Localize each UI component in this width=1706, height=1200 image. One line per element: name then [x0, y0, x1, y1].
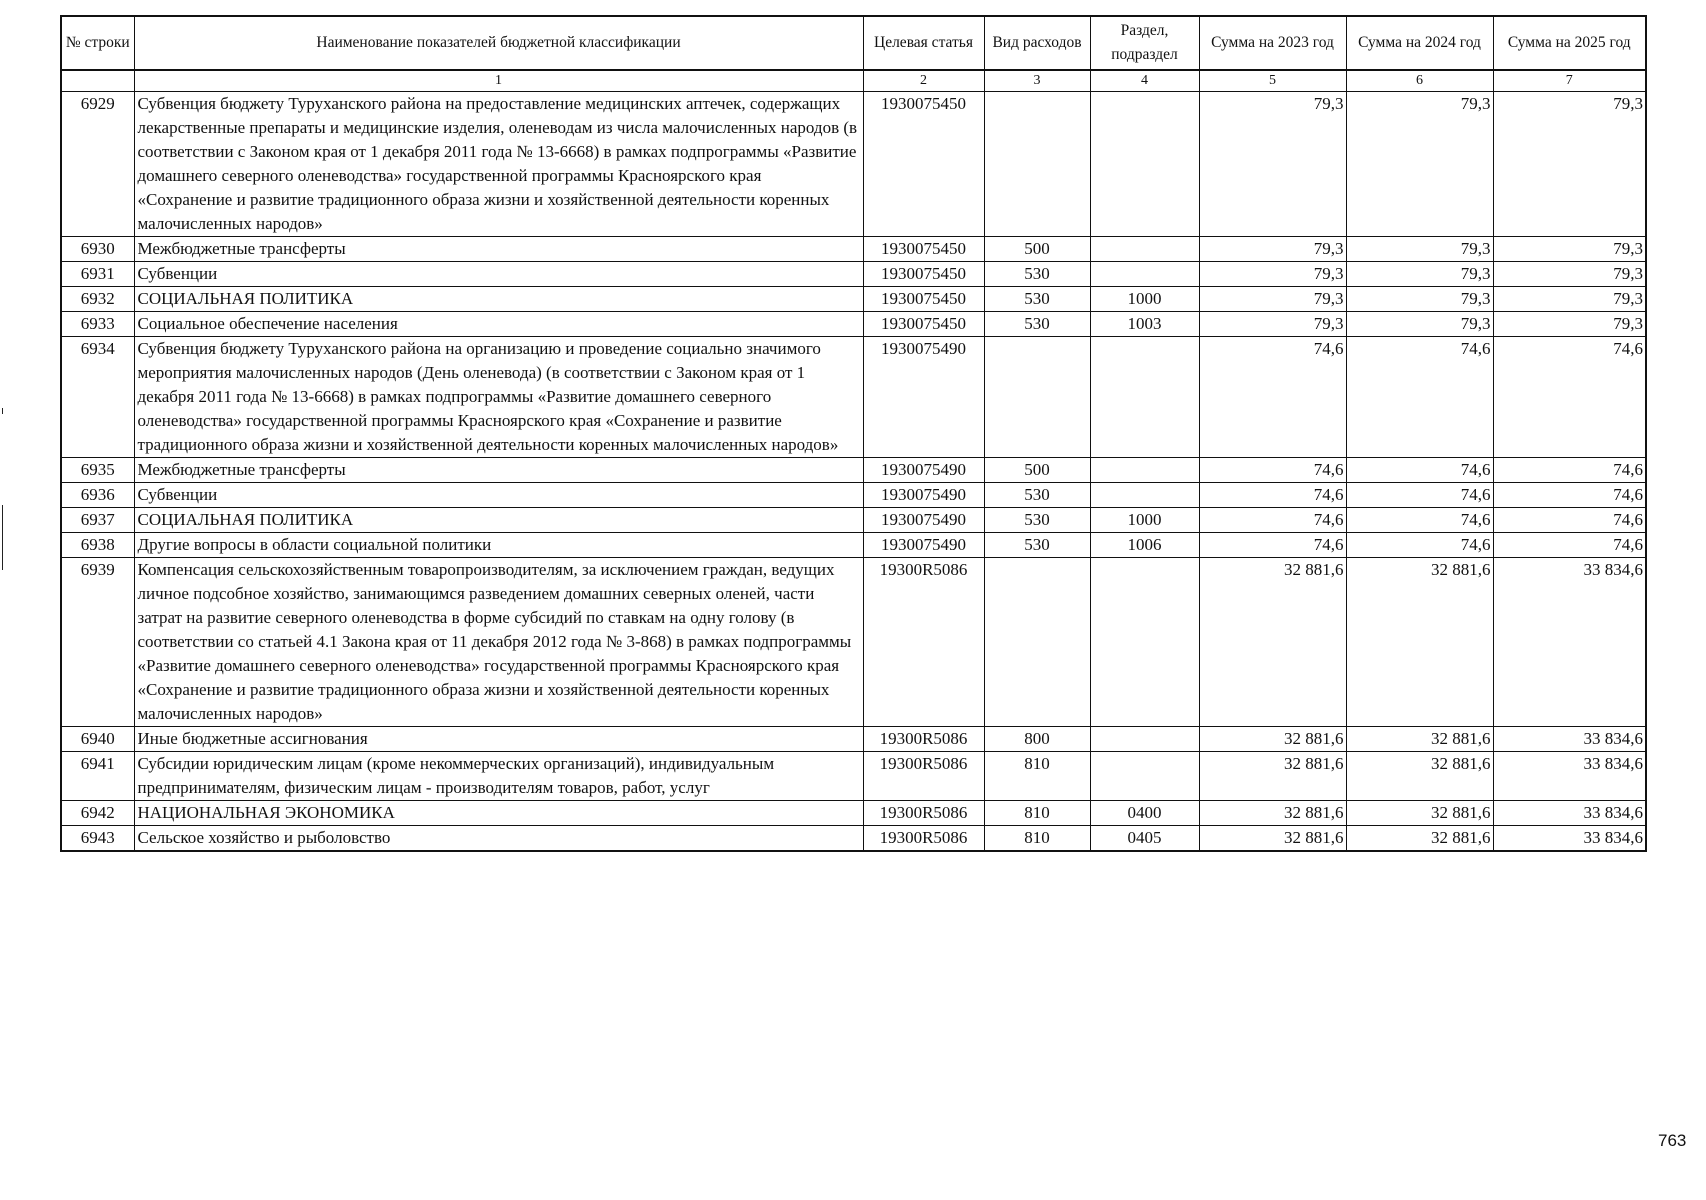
cell-sum-2023: 79,3 [1199, 237, 1346, 262]
cell-section [1090, 237, 1199, 262]
cell-section: 1000 [1090, 508, 1199, 533]
cell-sum-2024: 79,3 [1346, 237, 1493, 262]
cell-indicator-name: Субвенции [134, 483, 863, 508]
cell-target-article: 1930075490 [863, 458, 984, 483]
header-expense-type: Вид расходов [984, 16, 1090, 70]
cell-target-article: 1930075450 [863, 287, 984, 312]
column-number-2: 2 [863, 70, 984, 92]
cell-target-article: 1930075490 [863, 483, 984, 508]
header-row-number: № строки [61, 16, 134, 70]
table-row [61, 727, 1646, 752]
scan-artifact-mark [2, 408, 3, 414]
column-number-1: 1 [134, 70, 863, 92]
table-row [61, 826, 1646, 852]
budget-classification-table [60, 15, 1647, 852]
cell-sum-2024: 74,6 [1346, 508, 1493, 533]
cell-sum-2025: 79,3 [1493, 312, 1646, 337]
cell-row-number: 6939 [61, 558, 134, 727]
table-body [61, 92, 1646, 852]
cell-sum-2023: 32 881,6 [1199, 801, 1346, 826]
column-number-row [61, 70, 1646, 92]
cell-sum-2023: 74,6 [1199, 533, 1346, 558]
cell-sum-2025: 74,6 [1493, 533, 1646, 558]
cell-target-article: 19300R5086 [863, 558, 984, 727]
cell-sum-2025: 74,6 [1493, 458, 1646, 483]
cell-section: 0405 [1090, 826, 1199, 852]
cell-sum-2023: 32 881,6 [1199, 558, 1346, 727]
cell-expense-type: 530 [984, 287, 1090, 312]
cell-target-article: 1930075450 [863, 312, 984, 337]
cell-row-number: 6932 [61, 287, 134, 312]
header-indicator-name: Наименование показателей бюджетной классификации [134, 16, 863, 70]
cell-section: 1000 [1090, 287, 1199, 312]
cell-sum-2024: 79,3 [1346, 262, 1493, 287]
cell-expense-type: 530 [984, 262, 1090, 287]
cell-sum-2025: 74,6 [1493, 483, 1646, 508]
cell-sum-2024: 32 881,6 [1346, 801, 1493, 826]
cell-section [1090, 337, 1199, 458]
cell-sum-2024: 74,6 [1346, 533, 1493, 558]
cell-sum-2024: 32 881,6 [1346, 826, 1493, 852]
cell-row-number: 6930 [61, 237, 134, 262]
cell-sum-2024: 79,3 [1346, 287, 1493, 312]
cell-sum-2025: 79,3 [1493, 92, 1646, 237]
cell-sum-2023: 32 881,6 [1199, 727, 1346, 752]
cell-target-article: 1930075490 [863, 533, 984, 558]
cell-indicator-name: Сельское хозяйство и рыболовство [134, 826, 863, 852]
table-row [61, 237, 1646, 262]
cell-sum-2023: 79,3 [1199, 312, 1346, 337]
cell-section [1090, 727, 1199, 752]
cell-row-number: 6929 [61, 92, 134, 237]
cell-sum-2025: 74,6 [1493, 337, 1646, 458]
cell-indicator-name: Другие вопросы в области социальной политики [134, 533, 863, 558]
column-number-4: 4 [1090, 70, 1199, 92]
cell-expense-type [984, 92, 1090, 237]
cell-sum-2023: 79,3 [1199, 92, 1346, 237]
cell-expense-type: 530 [984, 312, 1090, 337]
cell-sum-2025: 33 834,6 [1493, 752, 1646, 801]
cell-sum-2025: 79,3 [1493, 287, 1646, 312]
table-row [61, 752, 1646, 801]
cell-expense-type: 800 [984, 727, 1090, 752]
cell-sum-2024: 32 881,6 [1346, 727, 1493, 752]
header-sum-2023: Сумма на 2023 год [1199, 16, 1346, 70]
cell-expense-type: 530 [984, 483, 1090, 508]
cell-target-article: 19300R5086 [863, 752, 984, 801]
header-target-article: Целевая статья [863, 16, 984, 70]
cell-indicator-name: НАЦИОНАЛЬНАЯ ЭКОНОМИКА [134, 801, 863, 826]
cell-section [1090, 92, 1199, 237]
cell-indicator-name: Иные бюджетные ассигнования [134, 727, 863, 752]
cell-section: 1006 [1090, 533, 1199, 558]
header-sum-2024: Сумма на 2024 год [1346, 16, 1493, 70]
cell-expense-type: 530 [984, 533, 1090, 558]
cell-expense-type: 500 [984, 458, 1090, 483]
column-number-3: 3 [984, 70, 1090, 92]
cell-row-number: 6938 [61, 533, 134, 558]
cell-row-number: 6933 [61, 312, 134, 337]
cell-sum-2024: 79,3 [1346, 92, 1493, 237]
cell-sum-2025: 79,3 [1493, 262, 1646, 287]
cell-sum-2025: 33 834,6 [1493, 826, 1646, 852]
page-number: 763 [1658, 1131, 1687, 1150]
cell-target-article: 1930075450 [863, 237, 984, 262]
cell-sum-2024: 32 881,6 [1346, 752, 1493, 801]
cell-section [1090, 483, 1199, 508]
cell-row-number: 6931 [61, 262, 134, 287]
cell-target-article: 19300R5086 [863, 727, 984, 752]
cell-sum-2025: 74,6 [1493, 508, 1646, 533]
cell-indicator-name: Межбюджетные трансферты [134, 237, 863, 262]
cell-section [1090, 262, 1199, 287]
cell-sum-2025: 33 834,6 [1493, 727, 1646, 752]
cell-indicator-name: СОЦИАЛЬНАЯ ПОЛИТИКА [134, 508, 863, 533]
cell-indicator-name: Субвенция бюджету Туруханского района на организацию и проведение социально значимого мероприятия малочисленных народов (День оленевода) (в соответствии с Законом края от 1 декабря 2011 года № 13-6668) в рамках подпрограммы «Развитие домашнего северного оленеводства» государственной программы Красноярского края «Сохранение и развитие традиционного образа жизни и хозяйственной деятельности коренных малочисленных народов» [134, 337, 863, 458]
cell-sum-2024: 74,6 [1346, 458, 1493, 483]
cell-sum-2024: 32 881,6 [1346, 558, 1493, 727]
table-row [61, 458, 1646, 483]
cell-section [1090, 558, 1199, 727]
cell-row-number: 6937 [61, 508, 134, 533]
cell-sum-2024: 74,6 [1346, 337, 1493, 458]
table-row [61, 312, 1646, 337]
cell-expense-type: 530 [984, 508, 1090, 533]
table-row [61, 92, 1646, 237]
column-number-empty [61, 70, 134, 92]
cell-expense-type: 500 [984, 237, 1090, 262]
cell-sum-2023: 74,6 [1199, 483, 1346, 508]
cell-sum-2025: 33 834,6 [1493, 558, 1646, 727]
cell-row-number: 6940 [61, 727, 134, 752]
header-sum-2025: Сумма на 2025 год [1493, 16, 1646, 70]
cell-target-article: 19300R5086 [863, 826, 984, 852]
cell-sum-2023: 74,6 [1199, 508, 1346, 533]
table-row [61, 337, 1646, 458]
cell-expense-type: 810 [984, 752, 1090, 801]
column-number-5: 5 [1199, 70, 1346, 92]
table-row [61, 558, 1646, 727]
column-number-6: 6 [1346, 70, 1493, 92]
cell-sum-2025: 33 834,6 [1493, 801, 1646, 826]
cell-indicator-name: Компенсация сельскохозяйственным товаропроизводителям, за исключением граждан, ведущих личное подсобное хозяйство, занимающимся разведением домашних северных оленей, части затрат на развитие северного оленеводства в форме субсидий по ставкам на одну голову (в соответствии со статьей 4.1 Закона края от 11 декабря 2012 года № 3-868) в рамках подпрограммы «Развитие домашнего северного оленеводства» государственной программы Красноярского края «Сохранение и развитие традиционного образа жизни и хозяйственной деятельности коренных малочисленных народов» [134, 558, 863, 727]
header-section: Раздел, подраздел [1090, 16, 1199, 70]
cell-sum-2023: 74,6 [1199, 337, 1346, 458]
cell-indicator-name: Субвенции [134, 262, 863, 287]
cell-sum-2024: 79,3 [1346, 312, 1493, 337]
table-row [61, 287, 1646, 312]
table-row [61, 801, 1646, 826]
cell-section: 1003 [1090, 312, 1199, 337]
cell-expense-type: 810 [984, 826, 1090, 852]
cell-sum-2024: 74,6 [1346, 483, 1493, 508]
cell-sum-2025: 79,3 [1493, 237, 1646, 262]
cell-row-number: 6936 [61, 483, 134, 508]
cell-expense-type [984, 337, 1090, 458]
cell-row-number: 6943 [61, 826, 134, 852]
cell-sum-2023: 74,6 [1199, 458, 1346, 483]
cell-target-article: 1930075450 [863, 92, 984, 237]
scan-artifact-line [2, 505, 3, 570]
cell-sum-2023: 32 881,6 [1199, 752, 1346, 801]
cell-row-number: 6935 [61, 458, 134, 483]
cell-expense-type [984, 558, 1090, 727]
cell-sum-2023: 79,3 [1199, 287, 1346, 312]
cell-section [1090, 458, 1199, 483]
column-number-7: 7 [1493, 70, 1646, 92]
cell-expense-type: 810 [984, 801, 1090, 826]
table-row [61, 533, 1646, 558]
cell-indicator-name: Социальное обеспечение населения [134, 312, 863, 337]
cell-sum-2023: 79,3 [1199, 262, 1346, 287]
table-row [61, 508, 1646, 533]
table-row [61, 262, 1646, 287]
table-row [61, 483, 1646, 508]
cell-indicator-name: Межбюджетные трансферты [134, 458, 863, 483]
cell-row-number: 6934 [61, 337, 134, 458]
cell-indicator-name: Субвенция бюджету Туруханского района на предоставление медицинских аптечек, содержащих лекарственные препараты и медицинские изделия, оленеводам из числа малочисленных народов (в соответствии с Законом края от 1 декабря 2011 года № 13-6668) в рамках подпрограммы «Развитие домашнего северного оленеводства» государственной программы Красноярского края «Сохранение и развитие традиционного образа жизни и хозяйственной деятельности коренных малочисленных народов» [134, 92, 863, 237]
cell-target-article: 1930075450 [863, 262, 984, 287]
cell-indicator-name: Субсидии юридическим лицам (кроме некоммерческих организаций), индивидуальным предпринимателям, физическим лицам - производителям товаров, работ, услуг [134, 752, 863, 801]
header-row [61, 16, 1646, 70]
cell-sum-2023: 32 881,6 [1199, 826, 1346, 852]
cell-target-article: 19300R5086 [863, 801, 984, 826]
cell-indicator-name: СОЦИАЛЬНАЯ ПОЛИТИКА [134, 287, 863, 312]
cell-section: 0400 [1090, 801, 1199, 826]
cell-target-article: 1930075490 [863, 508, 984, 533]
cell-target-article: 1930075490 [863, 337, 984, 458]
cell-row-number: 6941 [61, 752, 134, 801]
cell-row-number: 6942 [61, 801, 134, 826]
cell-section [1090, 752, 1199, 801]
